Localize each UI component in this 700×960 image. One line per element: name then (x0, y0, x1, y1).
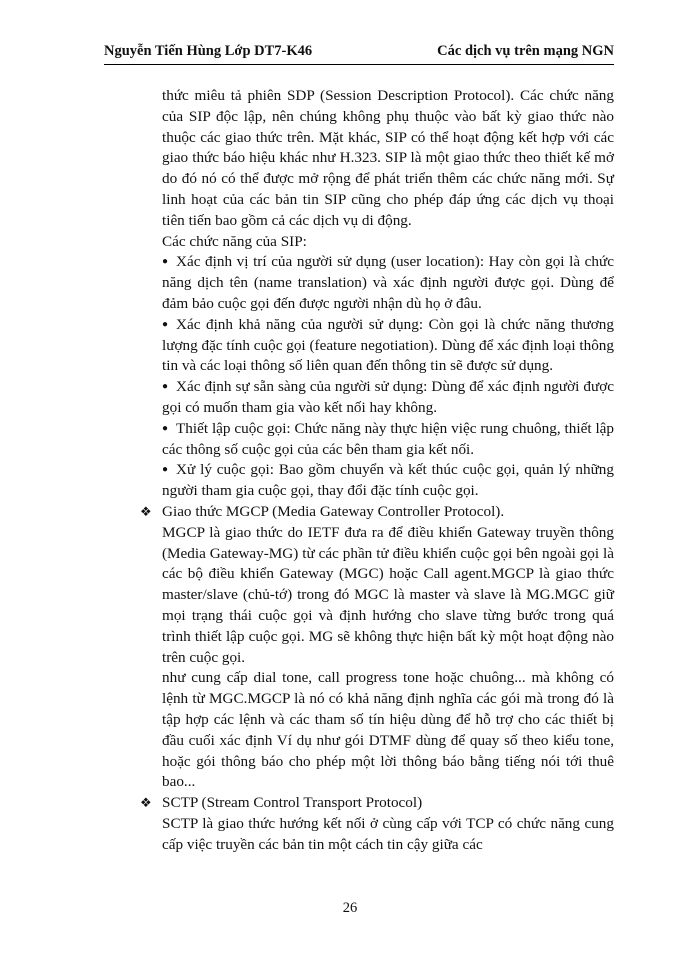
list-item (162, 460, 614, 502)
list-item-text: Xác định sự sẵn sàng của người sử dụng: Dùng để xác định người được gọi có muốn tham gia vào kết nối hay không. (162, 378, 614, 416)
bullet-icon: ● (162, 381, 169, 393)
mgcp-section-heading (140, 502, 614, 523)
diamond-marker-icon: ❖ (140, 503, 152, 519)
diamond-marker-icon: ❖ (140, 795, 152, 811)
sctp-heading-text: SCTP (Stream Control Transport Protocol) (162, 794, 423, 812)
mgcp-paragraph-2: như cung cấp dial tone, call progress tone hoặc chuông... mà không có lệnh từ MGC.MGCP là nó có khả năng định nghĩa các gói mà trong đó là tập hợp các lệnh và các tham số tín hiệu dùng để hỗ trợ cho các thiết bị đầu cuối xác định Ví dụ như gói DTMF dùng để quay số theo kiểu tone, hoặc gói thông báo cho phép một lời thông báo bằng tiếng nói tới thuê bao... (162, 669, 614, 791)
list-item-text: Xác định vị trí của người sử dụng (user location): Hay còn gọi là chức năng dịch tên (name translation) và xác định người được gọi. Dùng để đảm bảo cuộc gọi đến được người nhận dù họ ở đâu. (162, 253, 614, 312)
bullet-icon: ● (162, 318, 169, 330)
header-title: Các dịch vụ trên mạng NGN (437, 43, 614, 59)
header-rule (104, 64, 614, 65)
list-item (162, 377, 614, 419)
list-item (162, 315, 614, 377)
sctp-section-heading (140, 793, 614, 814)
functions-heading: Các chức năng của SIP: (162, 232, 307, 250)
page-number: 26 (342, 900, 358, 916)
mgcp-heading-text: Giao thức MGCP (Media Gateway Controller Protocol). (162, 502, 505, 520)
bullet-icon: ● (162, 464, 169, 476)
header-author: Nguyễn Tiến Hùng Lớp DT7-K46 (104, 43, 313, 59)
list-item (162, 419, 614, 461)
list-item (162, 252, 614, 314)
sctp-paragraph-1: SCTP là giao thức hướng kết nối ở cùng cấp với TCP có chức năng cung cấp việc truyền các bản tin một cách tin cậy giữa các (162, 814, 614, 853)
bullet-icon: ● (162, 256, 169, 268)
list-item-text: Xác định khả năng của người sử dụng: Còn gọi là chức năng thương lượng đặc tính cuộc gọi (feature negotiation). Dùng để xác định loại thông tin và các loại thông số liên quan đến thông tin sẽ được sử dụng. (162, 315, 614, 375)
page-header (104, 43, 614, 63)
list-item-text: Thiết lập cuộc gọi: Chức năng này thực hiện việc rung chuông, thiết lập các thông số cuộc gọi của các bên tham gia kết nối. (162, 419, 614, 458)
document-body (140, 86, 614, 855)
list-item-text: Xử lý cuộc gọi: Bao gồm chuyển và kết thúc cuộc gọi, quản lý những người tham gia cuộc gọi, thay đổi đặc tính cuộc gọi. (162, 461, 614, 500)
intro-paragraph: thức miêu tả phiên SDP (Session Description Protocol). Các chức năng của SIP độc lập, nên chúng không phụ thuộc vào bất kỳ giao thức nào thuộc các giao thức trên. Mặt khác, SIP có thể hoạt động kết hợp với các giao thức báo hiệu khác như H.323. SIP là một giao thức theo thiết kế mở do đó nó có thể được mở rộng để phát triển thêm các chức năng mới. Sự linh hoạt của các bản tin SIP cũng cho phép đáp ứng các dịch vụ thoại tiên tiến bao gồm cả các dịch vụ di động. (162, 87, 614, 229)
mgcp-paragraph-1: MGCP là giao thức do IETF đưa ra để điều khiển Gateway truyền thông (Media Gateway-MG) từ các phần tử điều khiển cuộc gọi bên ngoài gọi là các bộ điều khiển Gateway (MGC) hoặc Call agent.MGCP là giao thức master/slave (chủ-tớ) trong đó MGC là master và slave là MG.MGC giữ mọi trạng thái cuộc gọi và định hướng cho slave từng bước trong quá trình thiết lập cuộc gọi. MG sẽ không thực hiện bất kỳ một hoạt động nào trên cuộc gọi. (162, 523, 614, 666)
bullet-icon: ● (162, 422, 169, 434)
